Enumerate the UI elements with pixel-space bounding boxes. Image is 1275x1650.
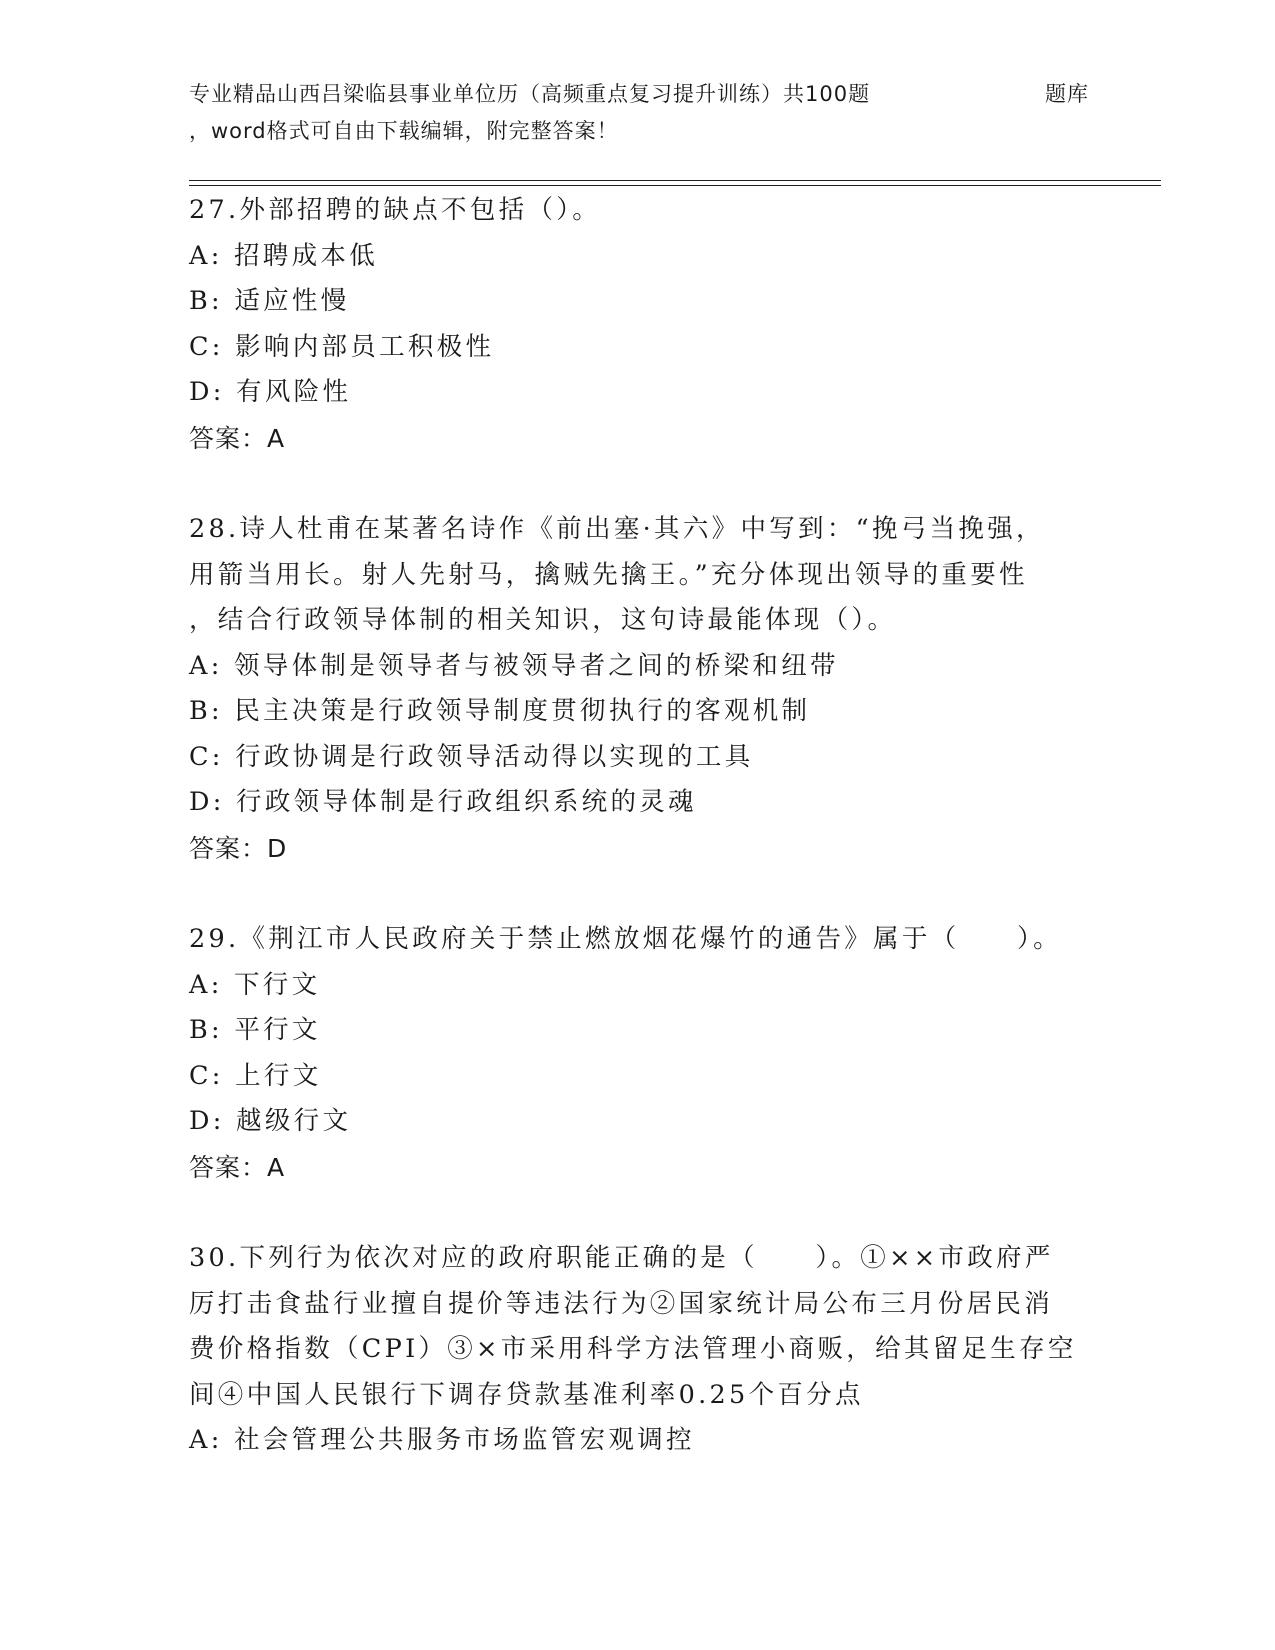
answer-line: 答案：A <box>189 1152 286 1182</box>
option-a: A: 社会管理公共服务市场监管宏观调控 <box>189 1425 695 1455</box>
stem-line: 用箭当用长。射人先射马，擒贼先擒王。”充分体现出领导的重要性 <box>189 559 1028 590</box>
option-d: D: 有风险性 <box>189 377 352 407</box>
answer-line: 答案：D <box>189 833 288 863</box>
question-list <box>189 188 1089 1510</box>
stem-line: ，结合行政领导体制的相关知识，这句诗最能体现（）。 <box>189 605 897 635</box>
option-d: D: 行政领导体制是行政组织系统的灵魂 <box>189 787 697 817</box>
option-a: A: 领导体制是领导者与被领导者之间的桥梁和纽带 <box>189 650 839 681</box>
question-27 <box>189 188 1089 461</box>
option-c: C: 行政协调是行政领导活动得以实现的工具 <box>189 741 754 772</box>
question-28 <box>189 507 1089 871</box>
question-stem <box>189 188 1089 234</box>
option-b: B: 平行文 <box>189 1015 321 1045</box>
option-d: D: 越级行文 <box>189 1106 352 1136</box>
stem-line: 间④中国人民银行下调存贷款基准利率0.25个百分点 <box>189 1379 864 1410</box>
stem-line: 费价格指数（CPI）③×市采用科学方法管理小商贩，给其留足生存空 <box>189 1334 1077 1364</box>
header-subtitle: ，word格式可自由下载编辑，附完整答案！ <box>189 119 619 143</box>
stem-line: 厉打击食盐行业擅自提价等违法行为②国家统计局公布三月份居民消 <box>189 1288 1054 1319</box>
header-tag: 题库 <box>1045 82 1089 106</box>
question-29 <box>189 917 1089 1190</box>
header-row <box>189 76 1089 113</box>
option-b: B: 适应性慢 <box>189 286 350 316</box>
answer-line: 答案：A <box>189 423 286 453</box>
option-c: C: 上行文 <box>189 1060 322 1091</box>
page-header <box>189 76 1089 150</box>
header-title: 专业精品山西吕梁临县事业单位历（高频重点复习提升训练）共100题 <box>189 82 871 106</box>
option-a: A: 招聘成本低 <box>189 240 379 271</box>
stem-line: 30.下列行为依次对应的政府职能正确的是（ ）。①××市政府严 <box>189 1243 1054 1273</box>
option-b: B: 民主决策是行政领导制度贯彻执行的客观机制 <box>189 696 811 726</box>
question-stem <box>189 507 1089 644</box>
stem-line: 28.诗人杜甫在某著名诗作《前出塞·其六》中写到：“挽弓当挽强， <box>189 514 1045 544</box>
header-divider <box>189 180 1161 186</box>
option-a: A: 下行文 <box>189 969 321 1000</box>
stem-line: 27.外部招聘的缺点不包括（）。 <box>189 195 602 225</box>
stem-line: 29.《荆江市人民政府关于禁止燃放烟花爆竹的通告》属于（ ）。 <box>189 924 1062 954</box>
question-stem <box>189 1236 1089 1418</box>
question-stem <box>189 917 1089 963</box>
option-c: C: 影响内部员工积极性 <box>189 331 495 362</box>
question-30 <box>189 1236 1089 1464</box>
